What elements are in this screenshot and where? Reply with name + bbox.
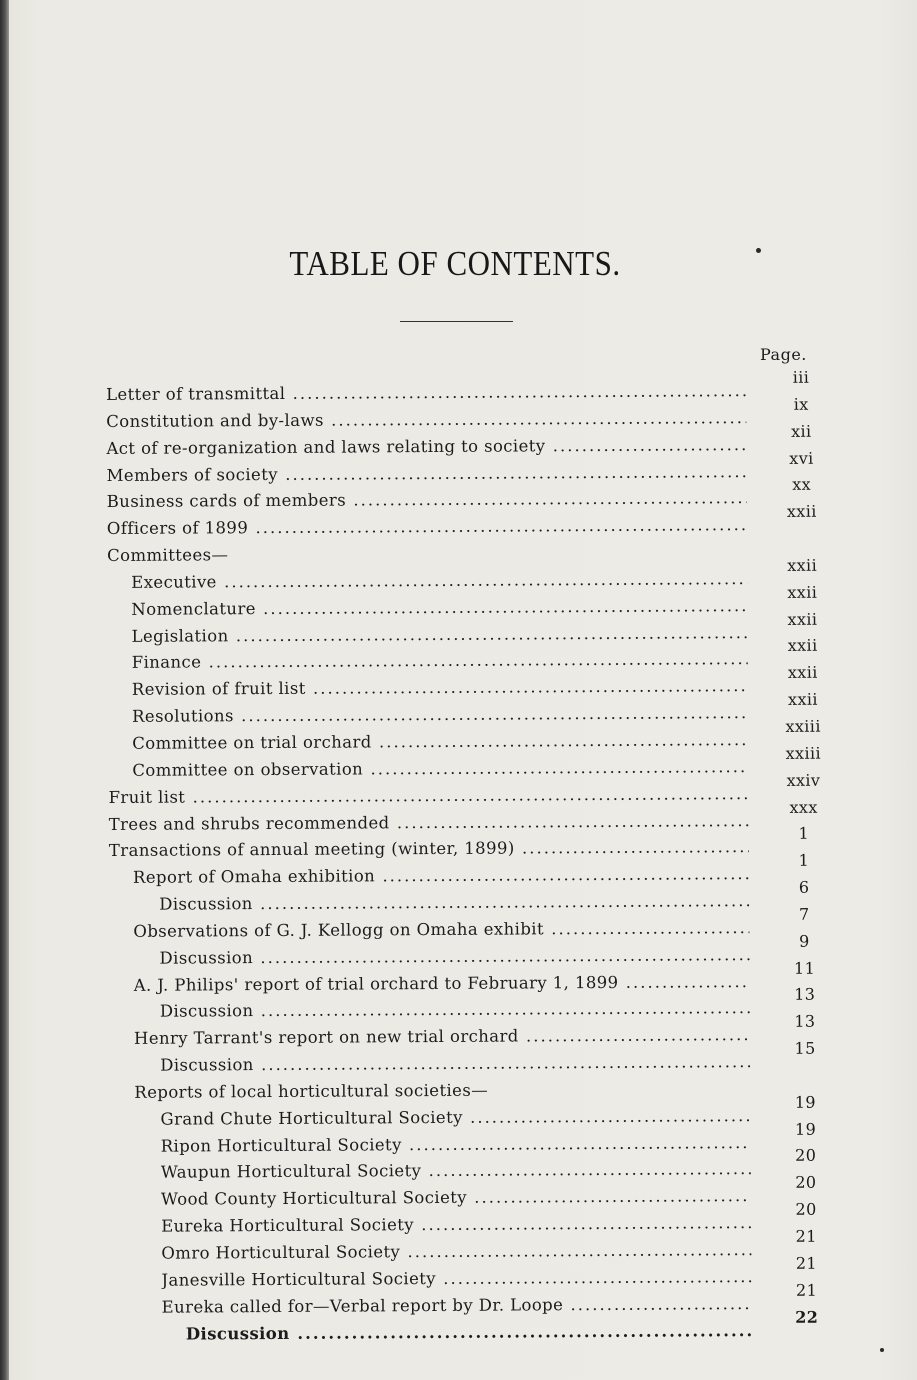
ink-speck bbox=[756, 248, 761, 253]
toc-entry-page: 19 bbox=[794, 1119, 817, 1139]
toc-entry-label: Revision of fruit list ..... bbox=[132, 673, 748, 704]
toc-entry-label: Business cards of members ..... bbox=[107, 485, 747, 516]
toc-entry-label: Discussion ..... bbox=[160, 1049, 750, 1079]
toc-entry-page: xxii bbox=[787, 555, 818, 575]
toc-entry-label: Eureka called for—Verbal report by Dr. Loope ..... bbox=[162, 1291, 752, 1321]
toc-entry-page: 13 bbox=[794, 985, 816, 1005]
toc-entry-label: Eureka Horticultural Society ..... bbox=[161, 1210, 751, 1240]
toc-entry-label: A. J. Philips' report of trial orchard to February 1, 1899 ..... bbox=[134, 969, 750, 1000]
toc-entry-page: 9 bbox=[799, 931, 810, 951]
toc-entry-label: Committee on trial orchard ..... bbox=[132, 727, 748, 758]
toc-entry-label: Members of society ..... bbox=[106, 459, 746, 490]
toc-entry-label: Henry Tarrant's report on new trial orchard ..... bbox=[134, 1022, 750, 1053]
toc-entry-page: xxiv bbox=[786, 770, 821, 790]
toc-entry-label: Discussion ..... bbox=[159, 888, 749, 918]
toc-entry-label: Legislation ..... bbox=[131, 620, 747, 651]
page-title: TABLE OF CONTENTS. bbox=[289, 243, 621, 284]
toc-entry-label: Grand Chute Horticultural Society ..... bbox=[160, 1103, 750, 1133]
toc-entry-label: Finance ..... bbox=[132, 647, 748, 678]
toc-entry-page: xxiii bbox=[785, 743, 822, 763]
toc-entry-page: xii bbox=[791, 421, 812, 441]
toc-entry-page: 11 bbox=[793, 958, 816, 978]
toc-entry-page: xxx bbox=[789, 797, 818, 817]
toc-entry-page: 1 bbox=[798, 850, 810, 870]
toc-entry-label: Waupun Horticultural Society ..... bbox=[161, 1157, 751, 1187]
toc-entry-label: Nomenclature ..... bbox=[131, 593, 747, 624]
toc-entry-label: Discussion ..... bbox=[186, 1318, 752, 1348]
toc-entry-label: Committees— bbox=[107, 545, 229, 566]
toc-entry-label: Officers of 1899 ..... bbox=[107, 512, 747, 543]
toc-entry-page: 19 bbox=[794, 1092, 817, 1112]
toc-entry-page: xvi bbox=[789, 448, 814, 468]
toc-entry-label: Discussion ..... bbox=[160, 995, 750, 1025]
toc-entry-label: Trees and shrubs recommended ..... bbox=[109, 808, 749, 839]
toc-entry-page: xxii bbox=[786, 501, 817, 522]
toc-entry-page: 21 bbox=[795, 1253, 818, 1273]
toc-entry-page: 6 bbox=[798, 877, 810, 897]
toc-entry-page: 15 bbox=[794, 1038, 816, 1058]
toc-entry-page: xxii bbox=[787, 636, 818, 656]
toc-entry-page: xxii bbox=[787, 662, 818, 683]
toc-entry-page: 21 bbox=[795, 1226, 817, 1246]
toc-entry-label: Janesville Horticultural Society ..... bbox=[161, 1264, 751, 1294]
toc-entry-label: Reports of local horticultural societies— bbox=[134, 1080, 489, 1102]
toc-entry-label: Wood County Horticultural Society ..... bbox=[161, 1183, 751, 1213]
toc-entry-page: xxii bbox=[787, 582, 818, 602]
toc-entry-page: iii bbox=[792, 367, 810, 387]
toc-entry-label: Act of re-organization and laws relating to society ..... bbox=[106, 432, 746, 463]
toc-entry-page: xxii bbox=[787, 689, 818, 709]
toc-entry-label: Report of Omaha exhibition ..... bbox=[133, 861, 749, 892]
toc-entry-label: Fruit list ..... bbox=[108, 781, 748, 812]
toc-entry-label: Omro Horticultural Society ..... bbox=[161, 1237, 751, 1267]
toc-entry-label: Executive ..... bbox=[131, 566, 747, 597]
toc-entry-label: Discussion ..... bbox=[159, 942, 749, 972]
page-binding-edge bbox=[0, 0, 9, 1380]
toc-entry-page: 21 bbox=[795, 1280, 818, 1300]
toc-entry-page: 22 bbox=[795, 1307, 819, 1327]
toc-entry-label: Constitution and by-laws ..... bbox=[106, 405, 746, 436]
ink-speck bbox=[880, 1348, 884, 1352]
toc-entry-page: 20 bbox=[795, 1172, 817, 1193]
toc-entry-page: 20 bbox=[795, 1146, 817, 1166]
toc-entry-page: 13 bbox=[794, 1011, 816, 1032]
page-column-header: Page. bbox=[760, 345, 807, 364]
table-of-contents bbox=[106, 367, 842, 1349]
toc-entry-page: 20 bbox=[795, 1199, 817, 1219]
toc-entry-label: Resolutions ..... bbox=[132, 700, 748, 731]
toc-entry-page: xxiii bbox=[785, 716, 821, 736]
toc-entry-label: Committee on observation ..... bbox=[132, 754, 748, 785]
toc-entry-label: Ripon Horticultural Society ..... bbox=[161, 1130, 751, 1160]
toc-entry bbox=[112, 1307, 842, 1348]
toc-entry-page: xxii bbox=[787, 609, 818, 629]
toc-entry-label: Observations of G. J. Kellogg on Omaha exhibit ..... bbox=[133, 915, 749, 946]
toc-entry-label: Letter of transmittal ..... bbox=[106, 378, 746, 409]
toc-entry-page: 7 bbox=[798, 904, 810, 924]
toc-entry-page: 1 bbox=[798, 824, 810, 844]
toc-entry-page: xx bbox=[792, 475, 812, 495]
toc-entry-page: ix bbox=[793, 394, 809, 414]
title-rule bbox=[400, 321, 513, 322]
toc-entry-label: Transactions of annual meeting (winter, 1899) ..... bbox=[109, 834, 749, 865]
